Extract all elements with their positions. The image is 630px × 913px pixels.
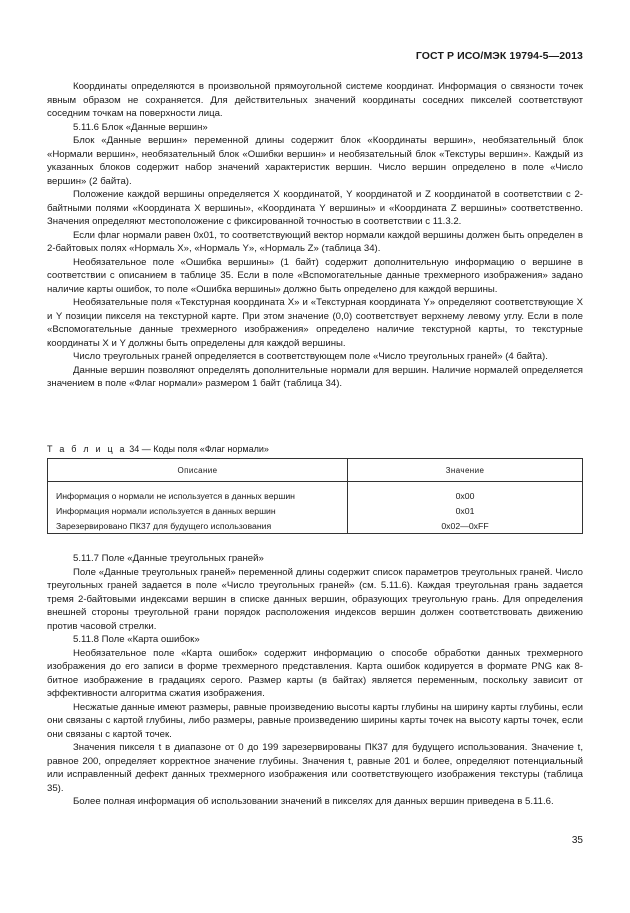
- paragraph: Значения пикселя t в диапазоне от 0 до 199 зарезервированы ПК37 для будущего использования. Значение t, равное 200, определяет корректное значение глубины. Значения t, равные 201 и более, определяют потенциальный или исправленный дефект данных трехмерного изображения или соответствующего изображения текстуры (таблица 35).: [47, 742, 583, 794]
- paragraph: Если флаг нормали равен 0x01, то соответствующий вектор нормали каждой вершины должен быть определен в 2-байтовых полях «Нормаль X», «Нормаль Y», «Нормаль Z» (таблица 34).: [47, 229, 583, 254]
- table-row: [48, 518, 583, 534]
- text-block-bottom: [47, 552, 583, 809]
- table-cell-value: 0x00: [348, 482, 583, 503]
- text-block-top: [47, 80, 583, 391]
- paragraph: Положение каждой вершины определяется X координатой, Y координатой и Z координатой в соответствии с 2-байтными полями «Координата X вершины», «Координата Y вершины» и «Координата Z вершины» соответственно. Значения определяют местоположение с фиксированной точностью в соответствии с 11.3.2.: [47, 189, 583, 227]
- table-row: [48, 503, 583, 518]
- table-caption: [47, 444, 269, 454]
- paragraph: Координаты определяются в произвольной прямоугольной системе координат. Информация о связности точек явным образом не сохраняется. Для действительных значений координаты соседних пикселей соответствуют соседним точкам на поверхности лица.: [47, 81, 583, 119]
- table-cell-value: 0x01: [348, 503, 583, 518]
- paragraph: Блок «Данные вершин» переменной длины содержит блок «Координаты вершин», необязательный блок «Нормали вершин», необязательный блок «Ошибки вершин» и необязательный блок «Текстуры вершин». Каждый из указанных блоков содержит набор значений характеристик вершин. Число вершин определено в поле «Число вершин» (2 байта).: [47, 135, 583, 187]
- normal-flag-codes-table: [47, 458, 583, 534]
- paragraph: Поле «Данные треугольных граней» переменной длины содержит список параметров треугольных граней. Число треугольных граней задается в поле «Число треугольных граней» (см. 5.11.6). Каждая треугольная грань задается тремя 2-байтовыми индексами вершин в списке данных вершин, образующих треугольную грань. Для определения внешней стороны треугольной грани порядок расположения индексов вершин должен соответствовать движению против часовой стрелки.: [47, 566, 583, 632]
- paragraph: Более полная информация об использовании значений в пикселях для данных вершин приведена в 5.11.6.: [73, 796, 554, 807]
- standard-header: ГОСТ Р ИСО/МЭК 19794-5—2013: [415, 50, 583, 62]
- table-row: [48, 482, 583, 503]
- column-header-description: Описание: [48, 459, 348, 482]
- paragraph: Несжатые данные имеют размеры, равные произведению высоты карты глубины на ширину карты глубины, если они связаны с картой глубины, либо размеры, равные произведению ширины карты точек на высоту карты точек, если они связаны с картой точек.: [47, 701, 583, 740]
- paragraph: Необязательное поле «Карта ошибок» содержит информацию о способе обработки данных трехмерного изображения до его записи в форме трехмерного представления. Карта ошибок кодируется в формате PNG как 8-битное изображение в градациях серого. Размер карты (в байтах) является переменным, поскольку зависит от эффективности алгоритма сжатия изображения.: [47, 647, 583, 699]
- column-header-value: Значение: [348, 459, 583, 482]
- paragraph: Данные вершин позволяют определять дополнительные нормали для вершин. Наличие нормалей определяется значением в поле «Флаг нормали» размером 1 байт (таблица 34).: [47, 364, 583, 389]
- table-caption-label: Т а б л и ц а: [47, 444, 127, 454]
- section-heading: 5.11.8 Поле «Карта ошибок»: [73, 634, 200, 645]
- paragraph: Число треугольных граней определяется в соответствующем поле «Число треугольных граней» (4 байта).: [73, 351, 548, 362]
- table-cell-description: Информация о нормали не используется в данных вершин: [48, 482, 348, 503]
- table-caption-text: 34 — Коды поля «Флаг нормали»: [129, 444, 269, 454]
- table-header-row: [48, 459, 583, 482]
- table-cell-value: 0x02—0xFF: [348, 518, 583, 534]
- section-heading: 5.11.6 Блок «Данные вершин»: [73, 121, 208, 133]
- page-number: 35: [571, 835, 583, 846]
- section-heading: 5.11.7 Поле «Данные треугольных граней»: [73, 553, 264, 564]
- table-cell-description: Информация нормали используется в данных вершин: [48, 503, 348, 518]
- paragraph: Необязательное поле «Ошибка вершины» (1 байт) содержит дополнительную информацию о вершине в соответствии с описанием в таблице 35. Если в поле «Вспомогательные данные трехмерного изображения» задано наличие карты ошибок, то поле «Ошибка вершины» должно быть определено для каждой вершины.: [47, 256, 583, 295]
- paragraph: Необязательные поля «Текстурная координата X» и «Текстурная координата Y» определяют соответствующие X и Y позиции пикселя на текстурной карте. При этом значение (0,0) соответствует верхнему левому углу. Если в поле «Вспомогательные данные трехмерного изображения» определено наличие текстурной карты, то текстурные координаты X и Y должны быть определены для каждой вершины.: [47, 297, 583, 349]
- table-cell-description: Зарезервировано ПК37 для будущего использования: [48, 518, 348, 534]
